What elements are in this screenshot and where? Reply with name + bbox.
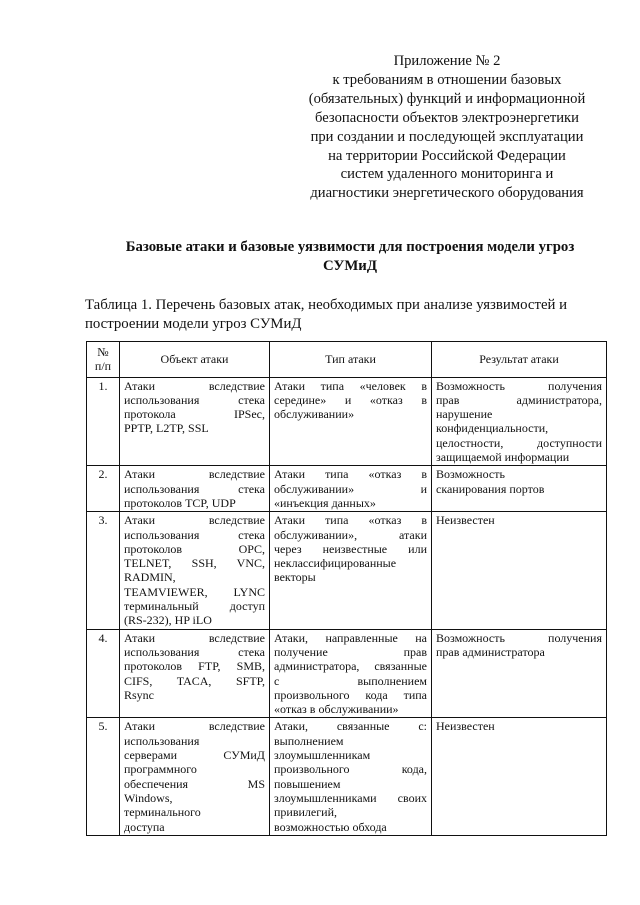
cell-line: администратора, связанные [274, 659, 427, 674]
cell-line: обеспечения MS [124, 776, 265, 791]
cell-line: (RS-232), HP iLO [124, 613, 212, 628]
cell-line: выполнением [274, 733, 344, 748]
cell-line: привилегий, [274, 805, 338, 820]
cell-line: TEAMVIEWER, LYNC [124, 584, 265, 599]
cell-line: возможностью обхода [274, 819, 387, 834]
cell-line: Атаки вследствие [124, 467, 265, 482]
cell-line: «отказ в обслуживании» [274, 702, 399, 717]
row-number: 3. [87, 512, 120, 629]
appendix-line: Приложение № 2 [393, 53, 501, 69]
appendix-line: безопасности объектов электроэнергетики [315, 109, 579, 126]
cell-line: использования стека [124, 644, 265, 659]
cell-line: середине» и «отказ в [274, 392, 427, 407]
row-number: 4. [87, 629, 120, 718]
heading-line: СУМиД [322, 257, 378, 274]
cell-line: TELNET, SSH, VNC, [124, 556, 265, 571]
table-row [87, 629, 607, 718]
header-type: Тип атаки [270, 342, 432, 378]
table-row [87, 466, 607, 512]
attack-object-cell [120, 512, 270, 629]
cell-line: обслуживании» и [274, 481, 427, 496]
cell-line: Неизвестен [436, 719, 495, 734]
cell-line: с выполнением [274, 673, 427, 688]
cell-line: использования [124, 733, 200, 748]
cell-line: протоколов OPC, [124, 541, 265, 556]
cell-line: Windows, [124, 790, 173, 805]
attack-result-cell [432, 466, 607, 512]
cell-line: Атаки типа «отказ в [274, 467, 427, 482]
cell-line: нарушение [436, 407, 493, 422]
cell-line: через неизвестные или [274, 541, 427, 556]
cell-line: Атаки вследствие [124, 378, 265, 393]
appendix-line: к требованиям в отношении базовых [332, 71, 562, 88]
cell-line: обслуживании» [274, 407, 355, 422]
cell-line: целостности, доступности [436, 435, 602, 450]
cell-line: неклассифицированные [274, 556, 397, 571]
attacks-table [86, 341, 607, 836]
table-caption [85, 296, 610, 333]
cell-line: прав администратора, [436, 392, 602, 407]
cell-line: Атаки, направленные на [274, 630, 427, 645]
cell-line: защищаемой информации [436, 450, 570, 465]
attack-object-cell [120, 377, 270, 466]
attack-type-cell [270, 512, 432, 629]
table-body [87, 377, 607, 835]
heading-line: Базовые атаки и базовые уязвимости для построения модели угроз [125, 239, 575, 255]
header-num-line: п/п [94, 359, 112, 374]
cell-line: Атаки, связанные с: [274, 719, 427, 734]
row-number: 2. [87, 466, 120, 512]
cell-line: прав администратора [436, 644, 545, 659]
cell-line: терминального [124, 805, 201, 820]
cell-line: использования стека [124, 481, 265, 496]
attack-object-cell [120, 629, 270, 718]
header-object: Объект атаки [120, 342, 270, 378]
cell-line: произвольного кода, [274, 762, 427, 777]
attack-type-cell [270, 466, 432, 512]
cell-line: конфиденциальности, [436, 421, 549, 436]
cell-line: Возможность [436, 467, 505, 482]
attack-result-cell [432, 512, 607, 629]
appendix-line: на территории Российской Федерации [328, 147, 566, 164]
header-result: Результат атаки [432, 342, 607, 378]
caption-line: построении модели угроз СУМиД [85, 315, 302, 332]
table-row [87, 512, 607, 629]
cell-line: протоколов FTP, SMB, [124, 659, 265, 674]
cell-line: Атаки вследствие [124, 719, 265, 734]
attack-type-cell [270, 377, 432, 466]
attack-type-cell [270, 629, 432, 718]
cell-line: «инъекция данных» [274, 495, 376, 510]
appendix-line: (обязательных) функций и информационной [308, 90, 586, 107]
appendix-line: систем удаленного мониторинга и [340, 166, 554, 183]
attack-type-cell [270, 718, 432, 835]
cell-line: Возможность получения [436, 378, 602, 393]
attack-result-cell [432, 629, 607, 718]
attack-result-cell [432, 718, 607, 835]
cell-line: злоумышленниками своих [274, 790, 427, 805]
cell-line: протокола IPSec, [124, 407, 265, 422]
cell-line: обслуживании», атаки [274, 527, 427, 542]
cell-line: Атаки вследствие [124, 513, 265, 528]
cell-line: Атаки типа «человек в [274, 378, 427, 393]
table-row [87, 718, 607, 835]
cell-line: программного [124, 762, 197, 777]
cell-line: сканирования портов [436, 481, 545, 496]
cell-line: получение прав [274, 644, 427, 659]
cell-line: векторы [274, 570, 316, 585]
cell-line: использования стека [124, 527, 265, 542]
cell-line: Возможность получения [436, 630, 602, 645]
appendix-line: при создании и последующей эксплуатации [310, 128, 584, 145]
row-number: 1. [87, 377, 120, 466]
cell-line: доступа [124, 819, 165, 834]
cell-line: CIFS, TACA, SFTP, [124, 673, 265, 688]
cell-line: Rsync [124, 687, 154, 702]
header-num-line: № [97, 345, 109, 359]
appendix-line: диагностики энергетического оборудования [310, 185, 584, 202]
document-heading [90, 238, 610, 275]
cell-line: терминальный доступ [124, 599, 265, 614]
header-num [87, 342, 120, 378]
cell-line: протоколов TCP, UDP [124, 495, 236, 510]
cell-line: злоумышленникам [274, 748, 371, 763]
table-header-row [87, 342, 607, 378]
attack-object-cell [120, 718, 270, 835]
cell-line: Атаки типа «отказ в [274, 513, 427, 528]
cell-line: PPTP, L2TP, SSL [124, 421, 209, 436]
cell-line: Неизвестен [436, 513, 495, 528]
cell-line: использования стека [124, 392, 265, 407]
appendix-header [292, 52, 602, 203]
attack-result-cell [432, 377, 607, 466]
row-number: 5. [87, 718, 120, 835]
cell-line: Атаки вследствие [124, 630, 265, 645]
cell-line: RADMIN, [124, 570, 176, 585]
cell-line: произвольного кода типа [274, 687, 427, 702]
caption-line: Таблица 1. Перечень базовых атак, необходимых при анализе уязвимостей и [85, 297, 568, 313]
cell-line: повышением [274, 776, 341, 791]
attack-object-cell [120, 466, 270, 512]
table-row [87, 377, 607, 466]
cell-line: серверами СУМиД [124, 748, 265, 763]
